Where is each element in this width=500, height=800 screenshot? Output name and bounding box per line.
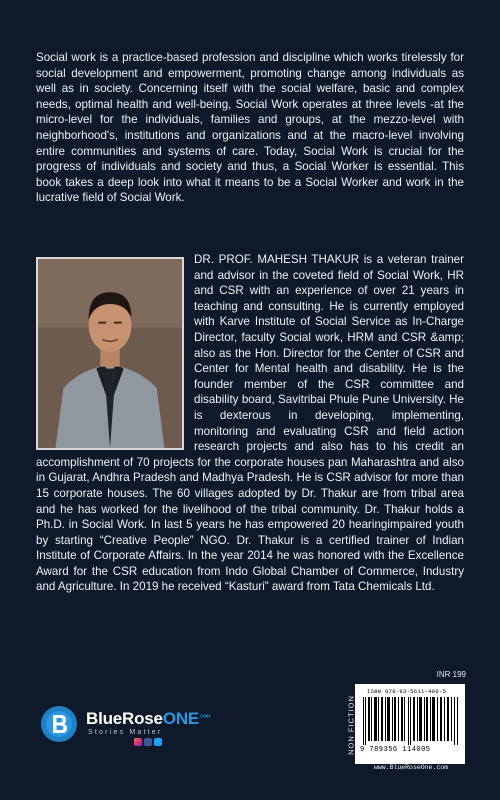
- photo-spacer: [36, 252, 194, 448]
- publisher-tagline: Stories Matter: [88, 729, 163, 736]
- publisher-name-part1: BlueRose: [86, 709, 163, 728]
- publisher-dotcom: .com: [199, 713, 210, 720]
- author-biography: [36, 252, 464, 595]
- publisher-name: [86, 709, 210, 729]
- facebook-icon: [144, 738, 152, 746]
- isbn-label: ISBN 978-93-5611-400-5: [367, 688, 447, 695]
- instagram-icon: [134, 738, 142, 746]
- price-label: INR 199: [436, 670, 466, 679]
- twitter-icon: [154, 738, 162, 746]
- social-icons: [134, 738, 162, 747]
- publisher-website: www.BlueRoseOne.com: [373, 764, 449, 771]
- isbn-digits: 9 789356 114005: [360, 746, 431, 754]
- bluerose-logo-icon: [40, 705, 78, 743]
- genre-text: NON FICTION: [346, 695, 356, 755]
- isbn-barcode: [355, 684, 465, 764]
- book-description: Social work is a practice-based profession and discipline which works tirelessly for social development and empowerment, promoting change among individuals as well as in society. Concerning itself with the social welfare, basic and complex needs, optimal health and well-being, Social Work operates at three levels -at the micro-level for the individuals, families and groups, at the mezzo-level with neighborhood's, institutions and organizations and at the macro-level involving entire communities and systems of care. Today, Social Work is crucial for the progress of individuals and society and thus, a Social Worker is essential. This book takes a deep look into what it means to be a Social Worker and work in the lucrative field of Social Work.: [36, 51, 464, 205]
- publisher-name-part2: ONE: [162, 709, 200, 728]
- barcode-bars: [363, 697, 459, 745]
- author-biography-text: DR. PROF. MAHESH THAKUR is a veteran trainer and advisor in the coveted field of Social Work, HR and CSR with an experience of over 21 years in teaching and consulting. He is currently employed with Karve Institute of Social Service as In-Charge Director, faculty Social work, HRM and CSR &amp; also as the Hon. Director for the Center of CSR and Center for Mental health and disability. He is the founder member of the CSR committee and disability board, Savitribai Phule Pune University. He is dexterous in developing, implementing, monitoring and evaluating CSR and field action research projects and also has to his credit an accomplishment of 70 projects for the corporate houses pan Maharashtra and also in Gujarat, Andhra Pradesh and Madhya Pradesh. He is CSR advisor for more than 15 corporate houses. The 60 villages adopted by Dr. Thakur are from tribal area and he has worked for the livelihood of the tribal community. Dr. Thakur holds a Ph.D. in Social Work. In last 5 years he has empowered 20 hearingimpaired youth by starting “Creative People” NGO. Dr. Thakur is a certified trainer of Indian Institute of Corporate Affairs. In the year 2014 he was honored with the Excellence Award for the CSR education from Indo Global Chamber of Commerce, Industry and Agriculture. In 2019 he received “Kasturi” award from Tata Chemicals Ltd.: [36, 253, 464, 594]
